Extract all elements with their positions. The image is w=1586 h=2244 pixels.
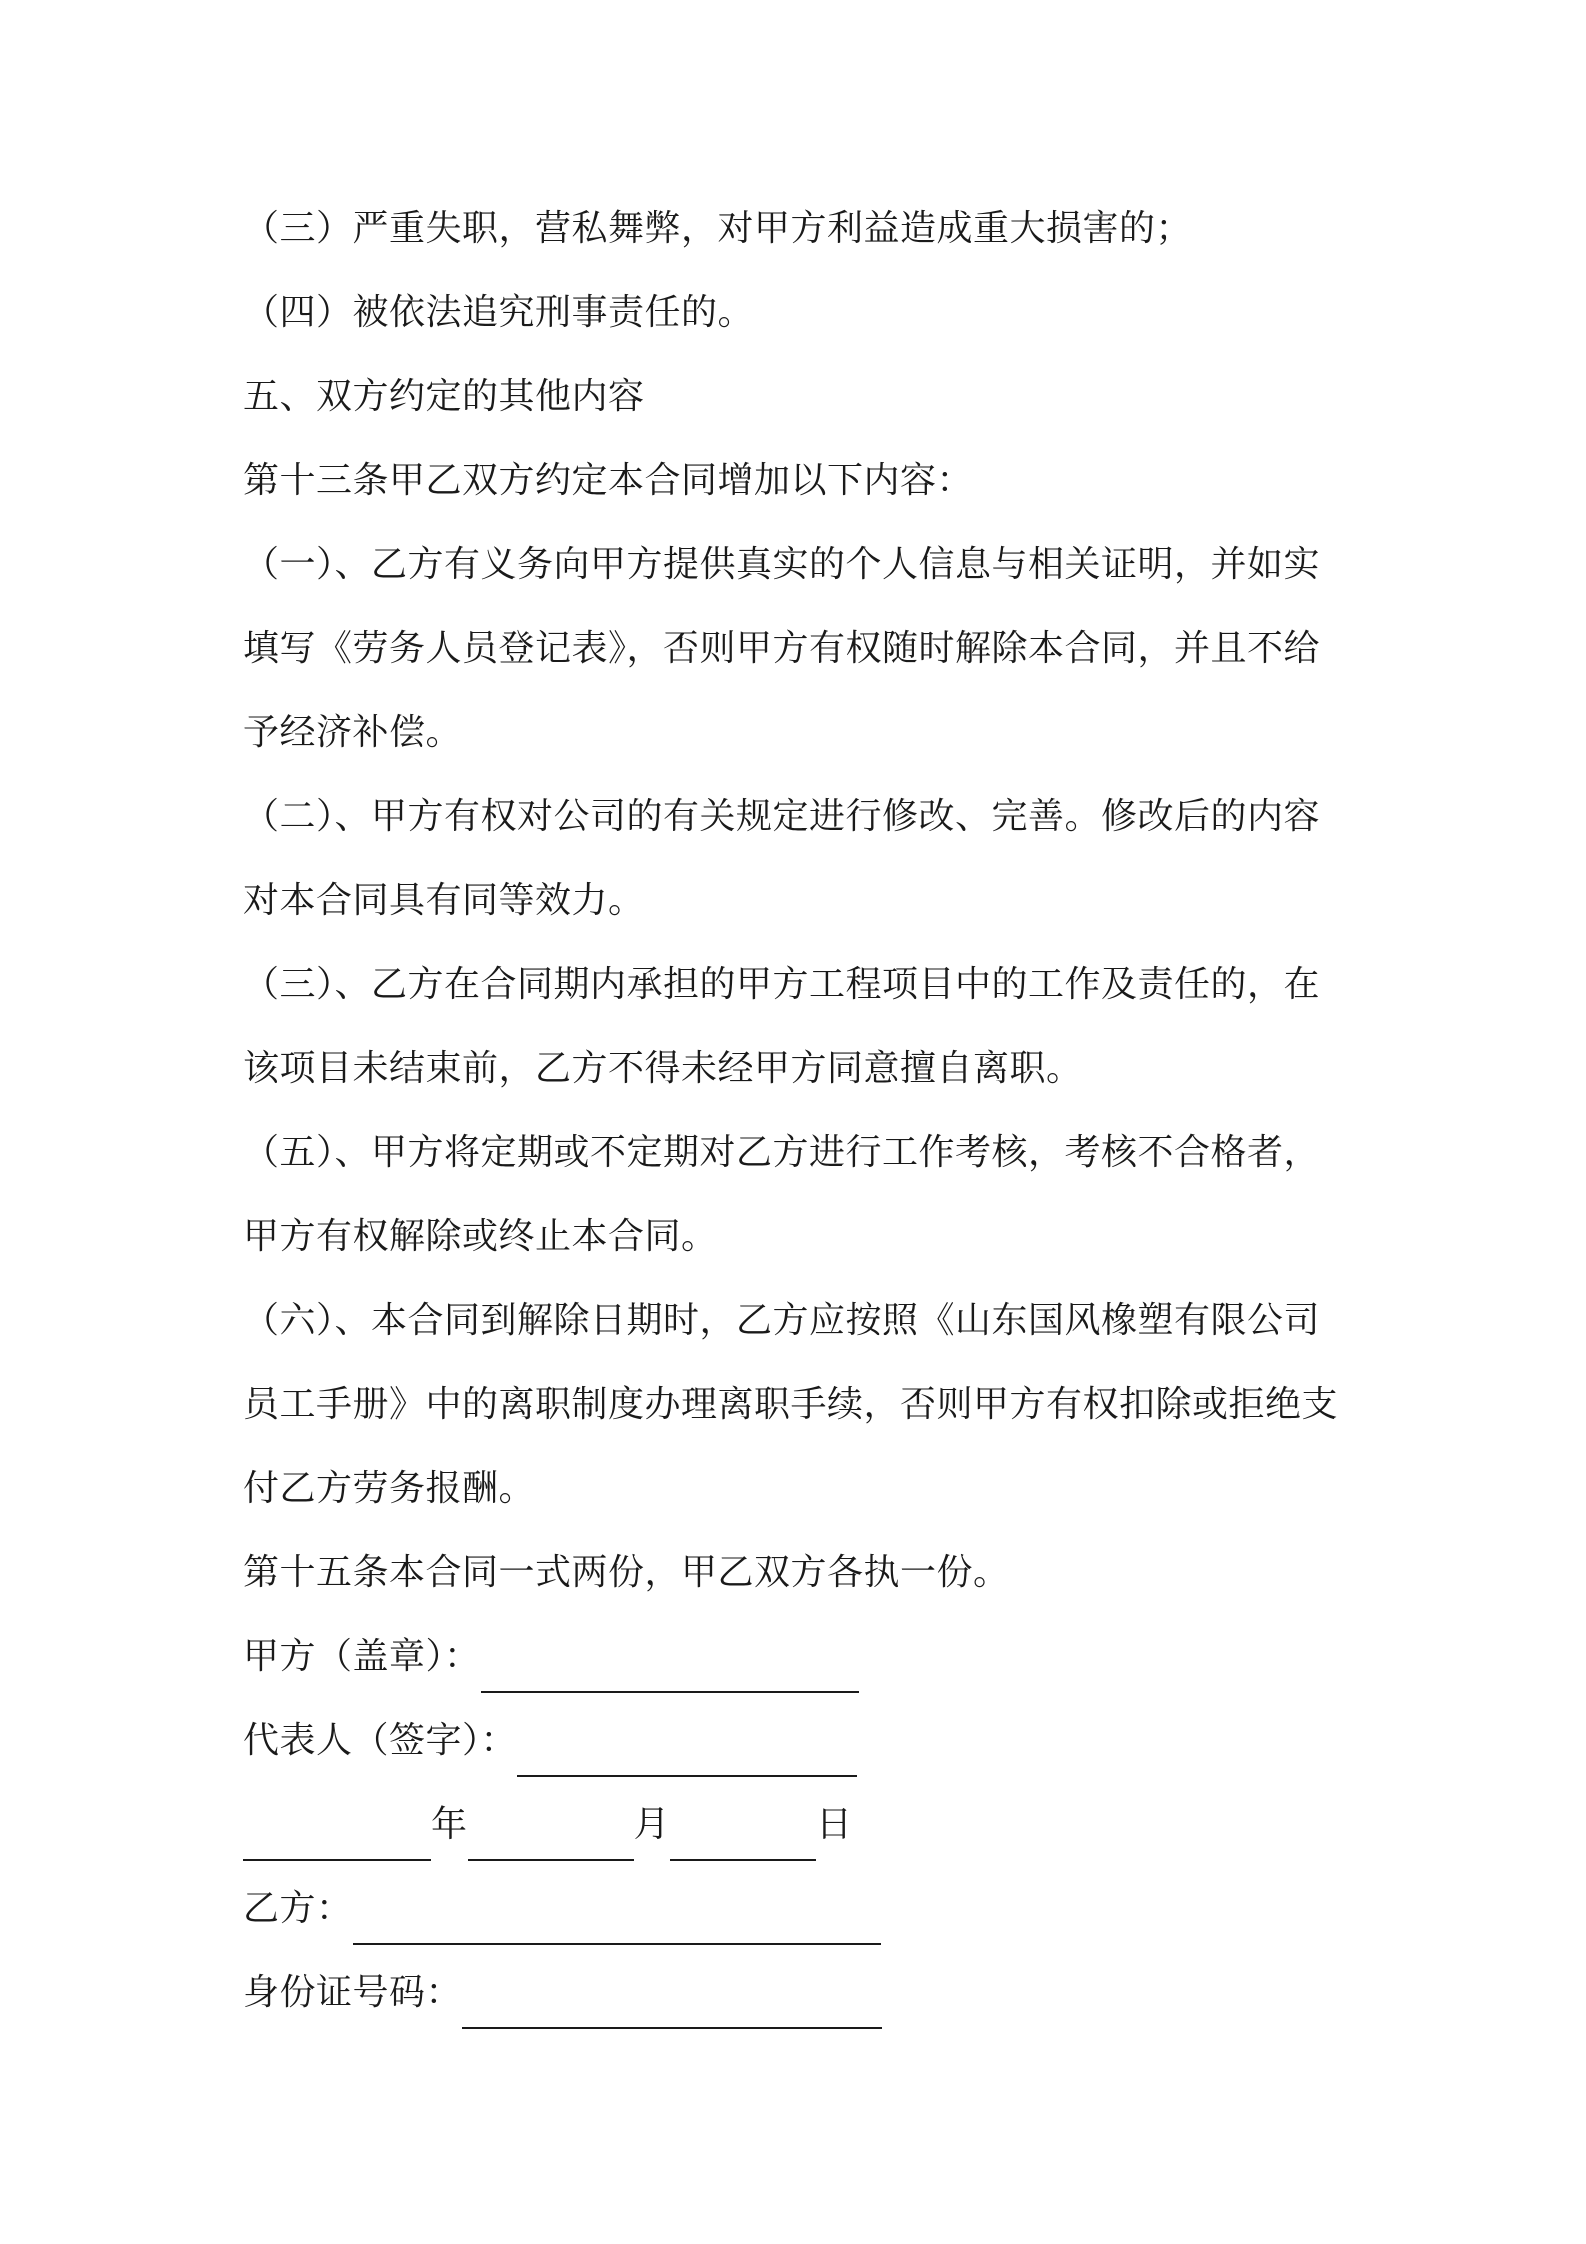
id-number-row [243, 1963, 1363, 2023]
article-heading: 第十五条本合同一式两份，甲乙双方各执一份。 [243, 1552, 1010, 1593]
clause-line: （三）严重失职，营私舞弊，对甲方利益造成重大损害的； [243, 208, 1193, 249]
month-field[interactable] [468, 1819, 634, 1861]
clause-line: 甲方有权解除或终止本合同。 [243, 1216, 718, 1257]
clause-line: （三）、乙方在合同期内承担的甲方工程项目中的工作及责任的，在 [243, 964, 1321, 1005]
clause-line: （二）、甲方有权对公司的有关规定进行修改、完善。修改后的内容 [243, 796, 1321, 837]
clause-line: 付乙方劳务报酬。 [243, 1468, 536, 1509]
clause-line: 员工手册》中的离职制度办理离职手续，否则甲方有权扣除或拒绝支 [243, 1384, 1339, 1425]
clause-line: （四）被依法追究刑事责任的。 [243, 292, 755, 333]
party-b-signature-row [243, 1879, 1363, 1939]
clause-line: （一）、乙方有义务向甲方提供真实的个人信息与相关证明，并如实 [243, 544, 1321, 585]
party-b-label: 乙方： [243, 1888, 353, 1929]
clause-line: 对本合同具有同等效力。 [243, 880, 645, 921]
day-label: 日 [816, 1804, 853, 1845]
section-heading: 五、双方约定的其他内容 [243, 376, 645, 417]
month-label: 月 [633, 1804, 671, 1845]
date-row [243, 1795, 1363, 1855]
clause-line: 予经济补偿。 [243, 712, 463, 753]
clause-line: 填写《劳务人员登记表》，否则甲方有权随时解除本合同，并且不给 [243, 628, 1321, 669]
clause-line: 该项目未结束前，乙方不得未经甲方同意擅自离职。 [243, 1048, 1083, 1089]
party-a-label: 甲方（盖章）： [243, 1636, 481, 1677]
representative-label: 代表人（签字）： [243, 1720, 518, 1761]
party-b-signature-field[interactable] [353, 1903, 881, 1945]
party-a-signature-row [243, 1627, 1363, 1687]
clause-line: （五）、甲方将定期或不定期对乙方进行工作考核，考核不合格者， [243, 1132, 1321, 1173]
day-field[interactable] [670, 1819, 816, 1861]
year-field[interactable] [243, 1819, 431, 1861]
representative-signature-field[interactable] [517, 1735, 857, 1777]
year-label: 年 [431, 1804, 468, 1845]
id-number-field[interactable] [462, 1987, 882, 2029]
article-heading: 第十三条甲乙双方约定本合同增加以下内容： [243, 460, 974, 501]
clause-line: （六）、本合同到解除日期时，乙方应按照《山东国风橡塑有限公司 [243, 1300, 1321, 1341]
representative-signature-row [243, 1711, 1363, 1771]
party-a-seal-field[interactable] [481, 1651, 859, 1693]
id-number-label: 身份证号码： [243, 1972, 463, 2013]
